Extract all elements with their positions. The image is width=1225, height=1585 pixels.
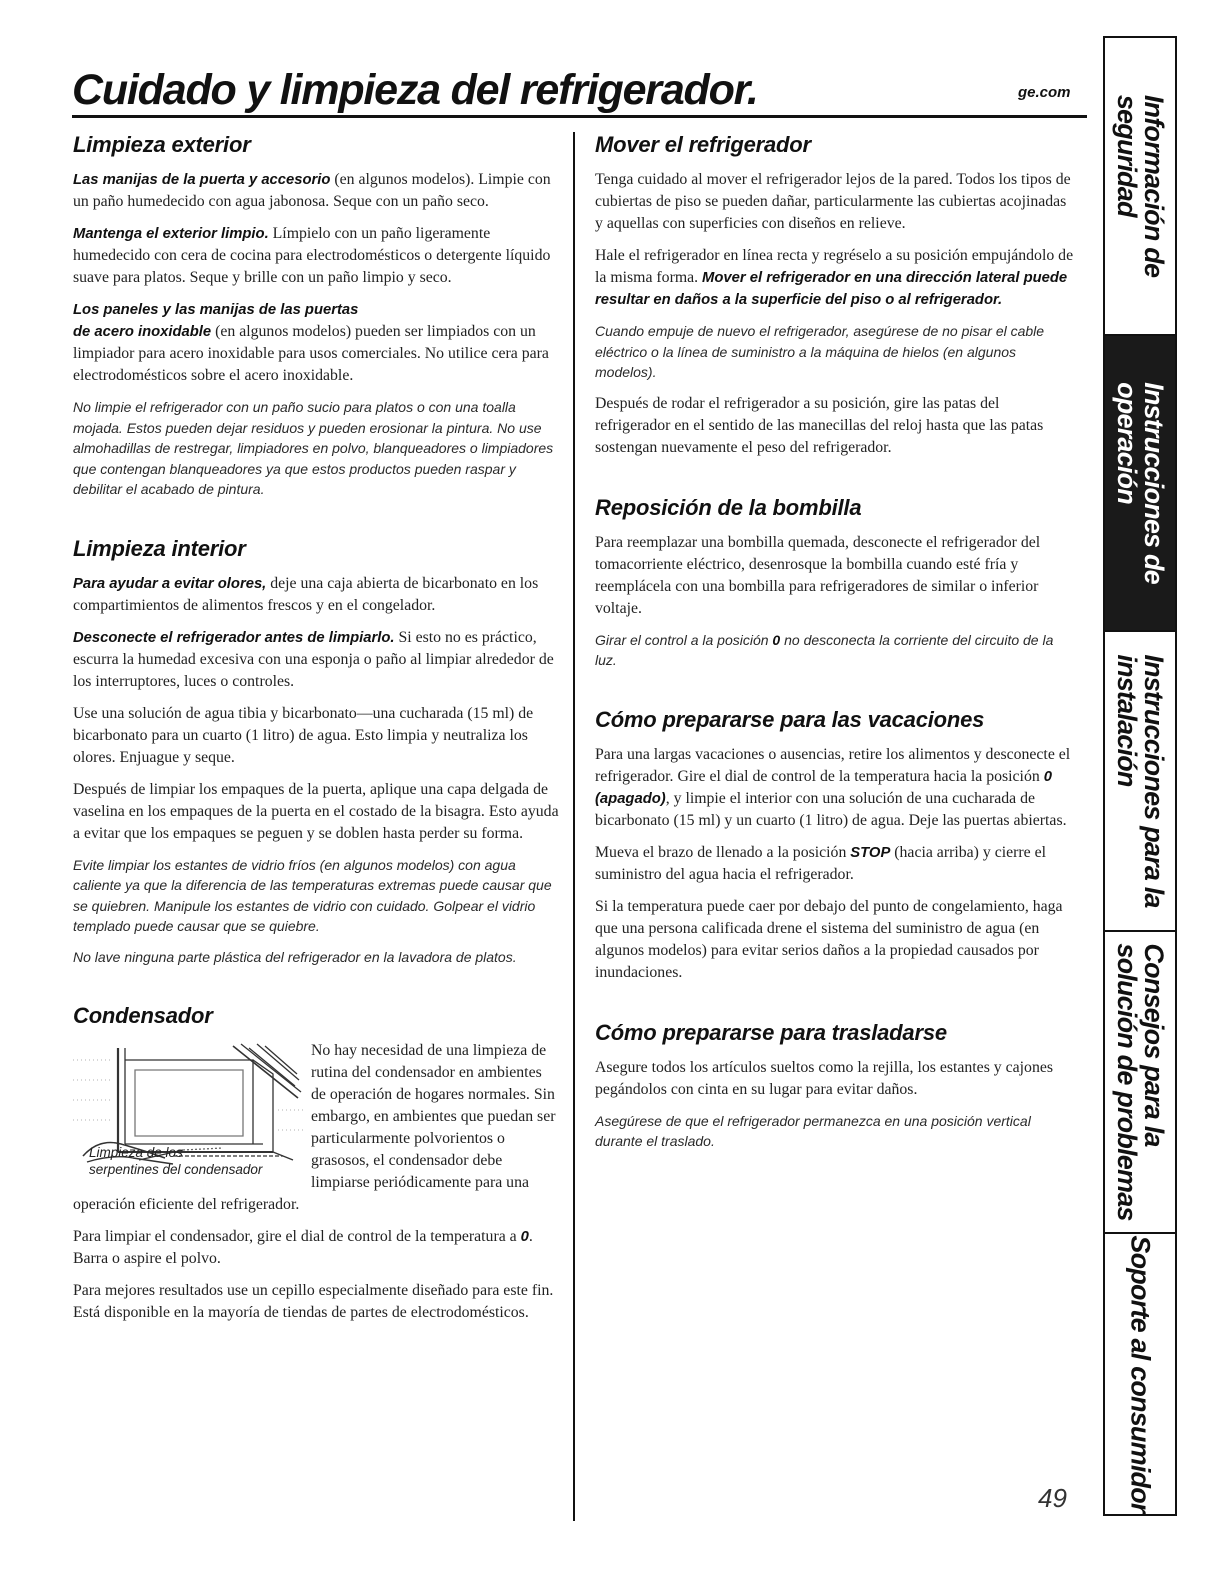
condenser-block — [73, 1040, 560, 1226]
right-column — [595, 132, 1077, 1162]
section-moving — [595, 132, 1077, 459]
paragraph — [73, 573, 560, 617]
lead-text: 0 (apagado) — [595, 768, 1052, 807]
lead-text: de acero inoxidable — [73, 324, 212, 340]
section-bulb-replacement — [595, 495, 1077, 671]
tab-label: Información de seguridad — [1112, 94, 1169, 278]
paragraph: Después de limpiar los empaques de la puerta, aplique una capa delgada de vaselina en los empaques de la puerta en el costado de la bisagra. Esto ayuda a evitar que los empaques se peguen y se doblen hasta perder su forma. — [73, 780, 559, 842]
note-text: no desconecta la corriente del circuito de la luz. — [595, 631, 1054, 668]
paragraph: Para mejores resultados use un cepillo especialmente diseñado para este fin. Está disponible en la mayoría de tiendas de partes de electrodomésticos. — [73, 1282, 554, 1321]
caution-note: Asegúrese de que el refrigerador permanezca en una posición vertical durante el traslado. — [595, 1112, 1031, 1149]
paragraph: Para reemplazar una bombilla quemada, desconecte el refrigerador del tomacorriente eléctrico, desenrosque la bombilla cuando esté fría y reemplácela con una bombilla para refrigeradores de similar o inferior voltaje. — [595, 533, 1041, 617]
section-tab-nav — [1103, 36, 1177, 1516]
body-text: (en algunos modelos) pueden ser limpiados con un limpiador para acero inoxidable para usos comerciales. No utilice cera para electrodomésticos sobre el acero inoxidable. — [73, 323, 549, 384]
section-interior-cleaning — [73, 536, 560, 968]
body-text: , y limpie el interior con una solución de una cucharada de bicarbonato (15 ml) y un cuarto (1 litro) de agua. Deje las puertas abiertas. — [595, 789, 1067, 829]
paragraph: Si la temperatura puede caer por debajo del punto de congelamiento, haga que una persona calificada drene el sistema del suministro de agua (en algunos modelos) para evitar serios daños a la propiedad causados por inundaciones. — [595, 897, 1063, 981]
section-heading: Cómo prepararse para las vacaciones — [595, 706, 985, 732]
paragraph: Tenga cuidado al mover el refrigerador lejos de la pared. Todos los tipos de cubiertas de piso se pueden dañar, particularmente las cubiertas acojinadas y aquellas con superficies con diseños en relieve. — [595, 171, 1071, 232]
caution-note: No limpie el refrigerador con un paño sucio para platos o con una toalla mojada. Estos pueden dejar residuos y pueden erosionar la pintura. No use almohadillas de restregar, limpiadores en polvo, blanqueadores o limpiadores que contengan blanqueadores ya que estos productos pueden raspar y debilitar el acabado de pintura. — [73, 399, 554, 497]
paragraph — [73, 299, 560, 387]
paragraph: No hay necesidad de una limpieza de rutina del condensador en ambientes de operación de hogares normales. Sin embargo, en ambientes que puedan ser particularmente polvorientos o grasosos, el condensador debe limpiarse periódicamente para una operación eficiente del refrigerador. — [73, 1042, 556, 1213]
section-heading: Limpieza exterior — [73, 132, 251, 157]
lead-text: STOP — [850, 844, 891, 861]
tab-troubleshooting-tips[interactable] — [1105, 932, 1175, 1234]
note-emphasis: 0 — [772, 631, 781, 648]
tab-label: Consejos para la solución de problemas — [1112, 943, 1169, 1221]
lead-text: Mover el refrigerador en una dirección lateral puede resultar en daños a la superficie del piso o al refrigerador. — [595, 270, 1068, 308]
page-number: 49 — [1038, 1483, 1067, 1513]
paragraph — [73, 1226, 560, 1270]
lead-text: Para ayudar a evitar olores, — [73, 575, 267, 592]
site-url[interactable]: ge.com — [1018, 84, 1071, 101]
left-column — [73, 132, 560, 1334]
lead-text: Mantenga el exterior limpio. — [73, 226, 269, 242]
body-text: Límpielo con un paño ligeramente humedecido con cera de cocina para electrodomésticos o detergente líquido suave para platos. Seque y brille con un paño limpio y seco. — [73, 225, 551, 286]
section-vacation — [595, 707, 1077, 984]
title-rule — [72, 115, 1087, 118]
body-text: deje una caja abierta de bicarbonato en los compartimientos de alimentos frescos y en el congelador. — [73, 574, 539, 614]
section-heading: Condensador — [73, 1003, 213, 1028]
body-text: Para limpiar el condensador, gire el dial de control de la temperatura a — [73, 1228, 521, 1245]
paragraph: Asegure todos los artículos sueltos como la rejilla, los estantes y cajones pegándolos con cinta en su lugar para evitar daños. — [595, 1058, 1054, 1098]
tab-label: Soporte al consumidor — [1125, 1235, 1156, 1513]
tab-operating-instructions[interactable] — [1105, 336, 1175, 632]
page-title: Cuidado y limpieza del refrigerador. — [72, 66, 758, 114]
caption-line: Limpieza de los — [89, 1145, 183, 1160]
body-text: . Barra o aspire el polvo. — [73, 1228, 533, 1267]
figure-caption — [89, 1144, 289, 1178]
caution-note: No lave ninguna parte plástica del refrigerador en la lavadora de platos. — [73, 948, 517, 965]
body-text: Si esto no es práctico, escurra la humedad excesiva con una esponja o paño al limpiar alrededor de los interruptores, luces o controles. — [73, 628, 554, 690]
paragraph — [73, 627, 560, 693]
section-heading: Limpieza interior — [73, 535, 246, 561]
caution-note — [595, 630, 1077, 671]
note-text: Girar el control a la posición — [595, 631, 773, 648]
tab-installation-instructions[interactable] — [1105, 632, 1175, 932]
lead-text: Desconecte el refrigerador antes de limpiarlo. — [73, 629, 395, 646]
tab-consumer-support[interactable] — [1105, 1234, 1175, 1514]
paragraph — [595, 245, 1077, 311]
tab-label: Instrucciones para la instalación — [1112, 654, 1169, 908]
body-text: (en algunos modelos). Limpie con un paño humedecido con agua jabonosa. Seque con un paño seco. — [73, 171, 551, 210]
lead-text: Los paneles y las manijas de las puertas — [73, 302, 359, 318]
body-text: Para una largas vacaciones o ausencias, retire los alimentos y desconecte el refrigerador. Gire el dial de control de la temperatura hacia la posición — [595, 745, 1071, 785]
section-exterior-cleaning — [73, 132, 560, 500]
lead-text: 0 — [520, 1229, 529, 1245]
condenser-illustration — [73, 1040, 305, 1190]
tab-safety-information[interactable] — [1105, 38, 1175, 336]
paragraph — [73, 169, 560, 213]
section-heading: Reposición de la bombilla — [595, 494, 862, 520]
section-relocation — [595, 1020, 1077, 1152]
column-divider — [573, 132, 575, 1521]
body-text: Mueva el brazo de llenado a la posición — [595, 843, 851, 861]
tab-label: Instrucciones de operación — [1112, 382, 1169, 584]
caution-note: Cuando empuje de nuevo el refrigerador, asegúrese de no pisar el cable eléctrico o la línea de suministro a la máquina de hielos (en algunos modelos). — [595, 323, 1045, 380]
paragraph — [73, 223, 560, 289]
section-condenser — [73, 1003, 560, 1324]
caution-note: Evite limpiar los estantes de vidrio fríos (en algunos modelos) con agua caliente ya que la diferencia de las temperaturas extremas puede causar que se quiebren. Manipule los estantes de vidrio con cuidado. Golpear el vidrio templado puede causar que se quiebre. — [73, 856, 552, 934]
paragraph: Use una solución de agua tibia y bicarbonato—una cucharada (15 ml) de bicarbonato para un cuarto (1 litro) de agua. Esto limpia y neutraliza los olores. Enjuague y seque. — [73, 704, 534, 766]
paragraph — [595, 744, 1077, 832]
lead-text: Las manijas de la puerta y accesorio — [73, 172, 331, 188]
section-heading: Mover el refrigerador — [595, 132, 811, 157]
caption-line: serpentines del condensador — [89, 1162, 263, 1177]
paragraph: Después de rodar el refrigerador a su posición, gire las patas del refrigerador en el sentido de las manecillas del reloj hasta que las patas sostengan nuevamente el peso del refrigerador. — [595, 394, 1044, 456]
paragraph — [595, 842, 1077, 886]
section-heading: Cómo prepararse para trasladarse — [595, 1019, 947, 1045]
body-text: (hacia arriba) y cierre el suministro del agua hacia el refrigerador. — [595, 843, 1046, 883]
body-text: Hale el refrigerador en línea recta y regréselo a su posición empujándolo de la misma forma. — [595, 247, 1074, 286]
